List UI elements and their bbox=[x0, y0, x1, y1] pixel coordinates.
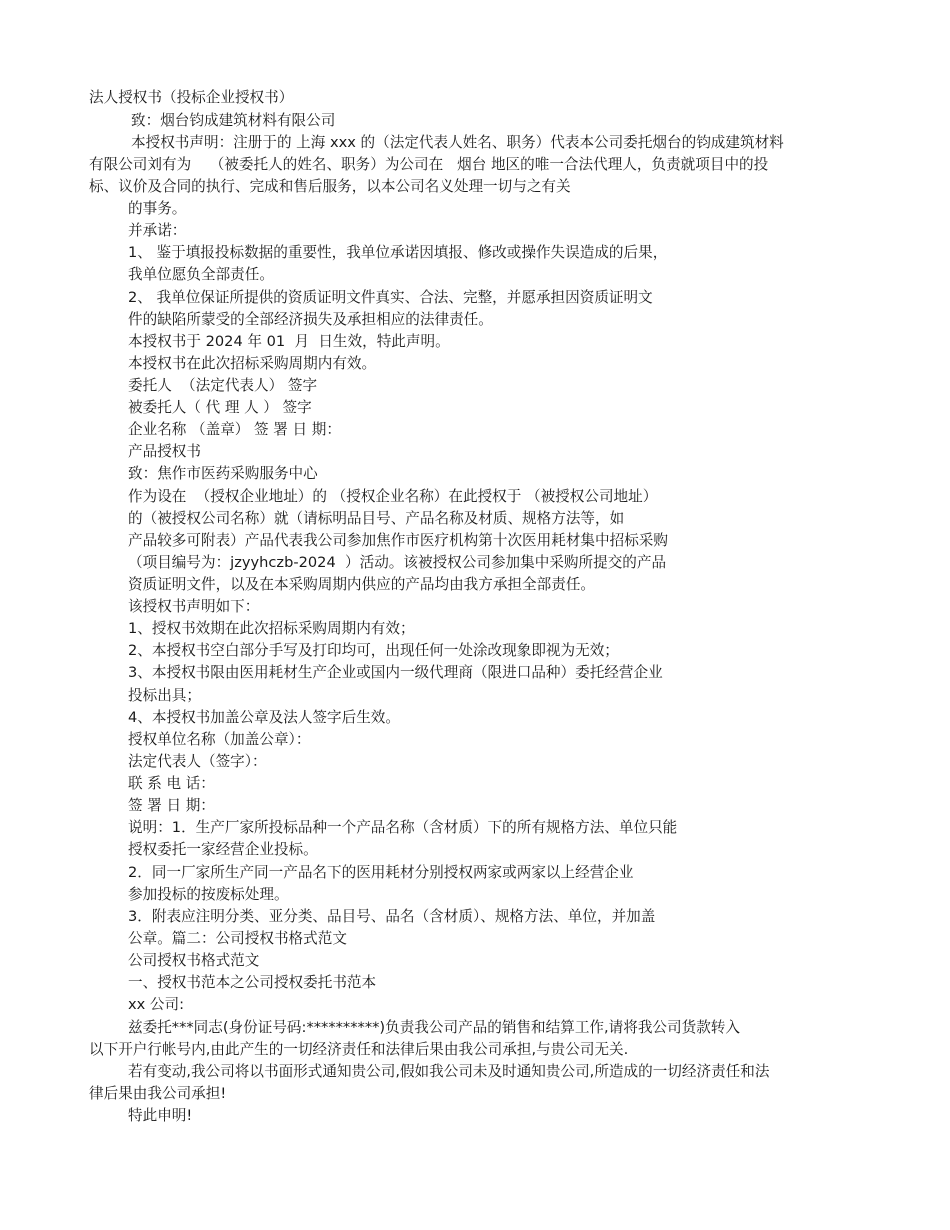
note-line: 公章。篇二：公司授权书格式范文 bbox=[128, 930, 347, 947]
signature-line: 企业名称 （盖章） 签 署 日 期： bbox=[128, 421, 341, 438]
note-line: 授权委托一家经营企业投标。 bbox=[128, 841, 318, 858]
paragraph-line: 产品较多可附表）产品代表我公司参加焦作市医疗机构第十次医用耗材集中招标采购 bbox=[128, 532, 668, 549]
list-item: 我单位愿负全部责任。 bbox=[128, 266, 274, 283]
doc-title: 法人授权书（投标企业授权书） bbox=[89, 89, 294, 106]
paragraph-line: 以下开户行帐号内,由此产生的一切经济责任和法律后果由我公司承担,与贵公司无关. bbox=[89, 1041, 629, 1058]
section-heading: 产品授权书 bbox=[128, 443, 201, 460]
addressee-line: 致：烟台钧成建筑材料有限公司 bbox=[131, 112, 336, 129]
signature-line: 被委托人（ 代 理 人 ） 签字 bbox=[128, 399, 312, 416]
list-item: 1、授权书效期在此次招标采购周期内有效； bbox=[128, 620, 415, 637]
addressee-line: xx 公司: bbox=[128, 996, 185, 1013]
note-line: 参加投标的按废标处理。 bbox=[128, 886, 289, 903]
list-item: 2、 我单位保证所提供的资质证明文件真实、合法、完整，并愿承担因资质证明文 bbox=[128, 289, 653, 306]
section-heading: 公司授权书格式范文 bbox=[128, 952, 260, 969]
paragraph-line: 本授权书于 2024 年 01 月 日生效，特此声明。 bbox=[128, 333, 450, 350]
paragraph-line: 本授权书声明：注册于的 上海 xxx 的（法定代表人姓名、职务）代表本公司委托烟台的钧成建筑材料 bbox=[131, 134, 784, 151]
signature-line: 委托人 （法定代表人） 签字 bbox=[128, 377, 318, 394]
list-item: 投标出具； bbox=[128, 687, 201, 704]
form-field-label: 法定代表人（签字）： bbox=[128, 753, 267, 770]
list-item: 1、 鉴于填报投标数据的重要性，我单位承诺因填报、修改或操作失误造成的后果， bbox=[128, 244, 668, 261]
paragraph-line: 兹委托***同志(身份证号码:**********)负责我公司产品的销售和结算工作,请将我公司货款转入 bbox=[128, 1019, 740, 1036]
closing-line: 特此申明! bbox=[128, 1107, 193, 1124]
section-heading: 一、授权书范本之公司授权委托书范本 bbox=[128, 974, 377, 991]
note-line: 说明：1．生产厂家所投标品种一个产品名称（含材质）下的所有规格方法、单位只能 bbox=[128, 819, 678, 836]
paragraph-line: 若有变动,我公司将以书面形式通知贵公司,假如我公司未及时通知贵公司,所造成的一切经济责任和法 bbox=[128, 1063, 770, 1080]
form-field-label: 联 系 电 话： bbox=[128, 775, 215, 792]
addressee-line: 致：焦作市医药采购服务中心 bbox=[128, 465, 318, 482]
list-item: 件的缺陷所蒙受的全部经济损失及承担相应的法律责任。 bbox=[128, 311, 493, 328]
paragraph-line: 并承诺： bbox=[128, 222, 187, 239]
paragraph-line: 的（被授权公司名称）就（请标明品目号、产品名称及材质、规格方法等，如 bbox=[128, 510, 625, 527]
paragraph-line: 资质证明文件，以及在本采购周期内供应的产品均由我方承担全部责任。 bbox=[128, 576, 596, 593]
paragraph-line: 的事务。 bbox=[128, 200, 187, 217]
form-field-label: 签 署 日 期： bbox=[128, 797, 215, 814]
list-item: 4、本授权书加盖公章及法人签字后生效。 bbox=[128, 709, 400, 726]
list-item: 3、本授权书限由医用耗材生产企业或国内一级代理商（限进口品种）委托经营企业 bbox=[128, 664, 663, 681]
note-line: 2．同一厂家所生产同一产品名下的医用耗材分别授权两家或两家以上经营企业 bbox=[128, 864, 634, 881]
form-field-label: 授权单位名称（加盖公章）： bbox=[128, 731, 311, 748]
paragraph-line: 该授权书声明如下： bbox=[128, 598, 260, 615]
note-line: 3．附表应注明分类、亚分类、品目号、品名（含材质）、规格方法、单位，并加盖 bbox=[128, 908, 656, 925]
paragraph-line: （项目编号为：jzyyhczb-2024 ）活动。该被授权公司参加集中采购所提交的产品 bbox=[128, 554, 667, 571]
paragraph-line: 标、议价及合同的执行、完成和售后服务，以本公司名义处理一切与之有关 bbox=[89, 178, 571, 195]
paragraph-line: 作为设在 （授权企业地址）的 （授权企业名称）在此授权于 （被授权公司地址） bbox=[128, 488, 658, 505]
paragraph-line: 有限公司刘有为 （被委托人的姓名、职务）为公司在 烟台 地区的唯一合法代理人，负责就项目中的投 bbox=[89, 156, 769, 173]
list-item: 2、本授权书空白部分手写及打印均可，出现任何一处涂改现象即视为无效； bbox=[128, 642, 619, 659]
paragraph-line: 律后果由我公司承担! bbox=[89, 1085, 227, 1102]
paragraph-line: 本授权书在此次招标采购周期内有效。 bbox=[128, 355, 377, 372]
